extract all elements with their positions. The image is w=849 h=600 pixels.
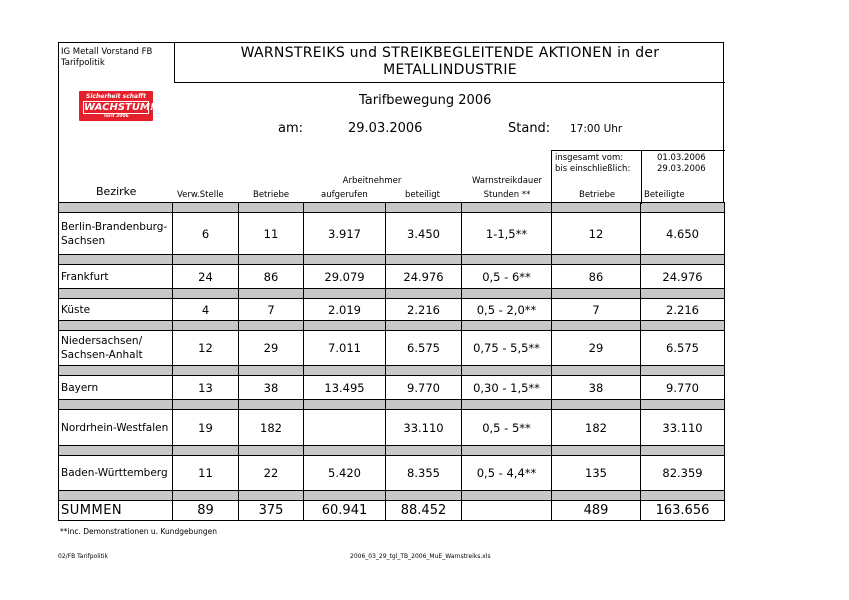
verw-cell: 19 — [173, 410, 239, 446]
verw-cell: 11 — [173, 456, 239, 491]
tot-beteiligte-cell: 82.359 — [641, 456, 725, 491]
betriebe-cell: 22 — [239, 456, 304, 491]
header-aufgerufen: aufgerufen — [321, 190, 368, 200]
separator-cell — [304, 446, 386, 456]
header-tot-beteiligte: Beteiligte — [644, 190, 685, 200]
separator-cell — [304, 203, 386, 213]
separator-cell — [304, 289, 386, 299]
dauer-cell: 1-1,5** — [462, 213, 552, 255]
logo-line-1: Sicherheit schafft — [86, 93, 146, 100]
table-row — [59, 299, 725, 321]
betriebe-cell: 7 — [239, 299, 304, 321]
header-dauer: Warnstreikdauer — [471, 176, 543, 186]
separator-cell — [239, 203, 304, 213]
bezirk-cell: Berlin-Brandenburg-Sachsen — [59, 213, 173, 255]
tot-beteiligte-cell: 4.650 — [641, 213, 725, 255]
bezirk-cell: Bayern — [59, 376, 173, 400]
tot-betriebe-cell: 29 — [552, 331, 641, 366]
date-value: 29.03.2006 — [348, 121, 423, 136]
separator-row — [59, 255, 725, 265]
separator-cell — [239, 321, 304, 331]
separator-cell — [641, 446, 725, 456]
title-line-1: WARNSTREIKS und STREIKBEGLEITENDE AKTIONEN in der — [240, 45, 660, 61]
beteiligt-cell: 6.575 — [386, 331, 462, 366]
separator-cell — [462, 289, 552, 299]
tot-betriebe-cell: 86 — [552, 265, 641, 289]
table-row — [59, 456, 725, 491]
dauer-cell: 0,30 - 1,5** — [462, 376, 552, 400]
aufgerufen-cell: 2.019 — [304, 299, 386, 321]
summen-aufgerufen-cell: 60.941 — [304, 501, 386, 521]
separator-cell — [173, 491, 239, 501]
header-bezirke: Bezirke — [96, 185, 137, 198]
aufgerufen-cell: 5.420 — [304, 456, 386, 491]
summen-betriebe-cell: 375 — [239, 501, 304, 521]
separator-row — [59, 400, 725, 410]
tot-beteiligte-cell: 24.976 — [641, 265, 725, 289]
header-betriebe: Betriebe — [253, 190, 290, 200]
separator-cell — [304, 491, 386, 501]
sheet-header — [58, 42, 724, 202]
totals-date-to: 29.03.2006 — [657, 164, 706, 174]
separator-cell — [552, 400, 641, 410]
date-label: am: — [278, 121, 304, 136]
summen-tot-beteiligte-cell: 163.656 — [641, 501, 725, 521]
dauer-cell: 0,5 - 5** — [462, 410, 552, 446]
separator-row — [59, 289, 725, 299]
tot-betriebe-cell: 7 — [552, 299, 641, 321]
table-row — [59, 410, 725, 446]
logo-line-3: Tarif 2006 — [103, 114, 129, 119]
footnote: **inc. Demonstrationen u. Kundgebungen — [60, 527, 218, 536]
betriebe-cell: 182 — [239, 410, 304, 446]
beteiligt-cell: 9.770 — [386, 376, 462, 400]
title-line-2: METALLINDUSTRIE — [383, 62, 517, 78]
header-arbeitnehmer: Arbeitnehmer — [342, 176, 402, 186]
header-tot-betriebe: Betriebe — [579, 190, 616, 200]
separator-cell — [552, 491, 641, 501]
separator-cell — [462, 203, 552, 213]
bezirk-cell: Küste — [59, 299, 173, 321]
separator-cell — [552, 446, 641, 456]
bezirk-cell: Nordrhein-Westfalen — [59, 410, 173, 446]
dauer-cell: 0,5 - 2,0** — [462, 299, 552, 321]
separator-cell — [239, 255, 304, 265]
separator-cell — [304, 321, 386, 331]
separator-cell — [641, 366, 725, 376]
aufgerufen-cell — [304, 410, 386, 446]
tot-beteiligte-cell: 6.575 — [641, 331, 725, 366]
totals-label-to: bis einschließlich: — [555, 164, 631, 174]
separator-cell — [173, 289, 239, 299]
verw-cell: 13 — [173, 376, 239, 400]
aufgerufen-cell: 13.495 — [304, 376, 386, 400]
separator-cell — [552, 366, 641, 376]
footer-left: 02/FB Tarifpolitik — [58, 553, 109, 560]
separator-cell — [462, 321, 552, 331]
separator-cell — [641, 400, 725, 410]
org-label: IG Metall Vorstand FB Tarifpolitik — [61, 47, 153, 68]
totals-period-labels — [555, 153, 630, 175]
separator-cell — [462, 491, 552, 501]
aufgerufen-cell: 3.917 — [304, 213, 386, 255]
totals-date-from: 01.03.2006 — [657, 153, 706, 163]
warnstreik-table — [58, 202, 725, 521]
tarif-logo — [79, 91, 153, 121]
separator-cell — [386, 446, 462, 456]
aufgerufen-cell: 7.011 — [304, 331, 386, 366]
separator-cell — [59, 255, 173, 265]
aufgerufen-cell: 29.079 — [304, 265, 386, 289]
separator-cell — [386, 366, 462, 376]
separator-cell — [552, 203, 641, 213]
separator-row — [59, 366, 725, 376]
beteiligt-cell: 2.216 — [386, 299, 462, 321]
separator-cell — [59, 446, 173, 456]
betriebe-cell: 38 — [239, 376, 304, 400]
separator-cell — [239, 289, 304, 299]
bezirk-cell: Frankfurt — [59, 265, 173, 289]
subtitle: Tarifbewegung 2006 — [359, 93, 492, 108]
separator-cell — [552, 289, 641, 299]
footer-filename: 2006_03_29_tgl_TB_2006_MuE_Warnstreiks.xls — [350, 553, 491, 560]
summen-row — [59, 501, 725, 521]
separator-cell — [173, 255, 239, 265]
separator-cell — [641, 255, 725, 265]
separator-cell — [386, 321, 462, 331]
betriebe-cell: 29 — [239, 331, 304, 366]
bezirk-cell: Baden-Württemberg — [59, 456, 173, 491]
table-body — [59, 203, 725, 521]
separator-cell — [59, 203, 173, 213]
verw-cell: 4 — [173, 299, 239, 321]
tot-betriebe-cell: 38 — [552, 376, 641, 400]
warnstreik-sheet — [58, 42, 724, 521]
header-stunden: Stunden ** — [483, 190, 531, 200]
separator-cell — [173, 321, 239, 331]
separator-cell — [239, 366, 304, 376]
tot-betriebe-cell: 12 — [552, 213, 641, 255]
tot-beteiligte-cell: 33.110 — [641, 410, 725, 446]
dauer-cell: 0,5 - 4,4** — [462, 456, 552, 491]
beteiligt-cell: 8.355 — [386, 456, 462, 491]
separator-cell — [641, 491, 725, 501]
tot-betriebe-cell: 182 — [552, 410, 641, 446]
summen-tot-betriebe-cell: 489 — [552, 501, 641, 521]
separator-cell — [59, 366, 173, 376]
verw-cell: 24 — [173, 265, 239, 289]
separator-row — [59, 203, 725, 213]
separator-cell — [462, 366, 552, 376]
totals-period-dates — [657, 153, 706, 175]
separator-cell — [462, 255, 552, 265]
table-row — [59, 331, 725, 366]
verw-cell: 6 — [173, 213, 239, 255]
totals-divider — [641, 151, 642, 204]
separator-cell — [239, 400, 304, 410]
header-verw: Verw.Stelle — [177, 190, 224, 200]
separator-cell — [59, 321, 173, 331]
table-row — [59, 265, 725, 289]
separator-cell — [304, 255, 386, 265]
beteiligt-cell: 3.450 — [386, 213, 462, 255]
separator-cell — [462, 400, 552, 410]
table-row — [59, 213, 725, 255]
verw-cell: 12 — [173, 331, 239, 366]
separator-cell — [462, 446, 552, 456]
separator-cell — [59, 491, 173, 501]
dauer-cell: 0,5 - 6** — [462, 265, 552, 289]
tot-beteiligte-cell: 9.770 — [641, 376, 725, 400]
logo-line-2: WACHSTUM! — [84, 102, 155, 113]
betriebe-cell: 11 — [239, 213, 304, 255]
beteiligt-cell: 33.110 — [386, 410, 462, 446]
separator-cell — [173, 400, 239, 410]
separator-cell — [386, 289, 462, 299]
tot-betriebe-cell: 135 — [552, 456, 641, 491]
separator-cell — [173, 203, 239, 213]
separator-row — [59, 321, 725, 331]
separator-cell — [641, 321, 725, 331]
separator-cell — [304, 366, 386, 376]
page-title — [174, 42, 725, 83]
separator-cell — [59, 289, 173, 299]
separator-cell — [552, 255, 641, 265]
summen-beteiligt-cell: 88.452 — [386, 501, 462, 521]
summen-dauer-cell — [462, 501, 552, 521]
dauer-cell: 0,75 - 5,5** — [462, 331, 552, 366]
stand-label: Stand: — [508, 121, 551, 136]
beteiligt-cell: 24.976 — [386, 265, 462, 289]
separator-cell — [304, 400, 386, 410]
summen-verw-cell: 89 — [173, 501, 239, 521]
separator-cell — [173, 446, 239, 456]
separator-cell — [59, 400, 173, 410]
separator-cell — [239, 446, 304, 456]
totals-label-from: insgesamt vom: — [555, 153, 624, 163]
table-row — [59, 376, 725, 400]
tot-beteiligte-cell: 2.216 — [641, 299, 725, 321]
separator-row — [59, 491, 725, 501]
separator-cell — [641, 289, 725, 299]
separator-cell — [386, 491, 462, 501]
totals-period-box — [551, 150, 725, 203]
stand-time: 17:00 Uhr — [570, 123, 623, 135]
separator-cell — [386, 203, 462, 213]
betriebe-cell: 86 — [239, 265, 304, 289]
header-beteiligt: beteiligt — [405, 190, 441, 200]
separator-cell — [239, 491, 304, 501]
separator-row — [59, 446, 725, 456]
bezirk-cell: Niedersachsen/ Sachsen-Anhalt — [59, 331, 173, 366]
separator-cell — [386, 255, 462, 265]
separator-cell — [552, 321, 641, 331]
separator-cell — [386, 400, 462, 410]
separator-cell — [173, 366, 239, 376]
summen-label: SUMMEN — [59, 501, 173, 521]
separator-cell — [641, 203, 725, 213]
